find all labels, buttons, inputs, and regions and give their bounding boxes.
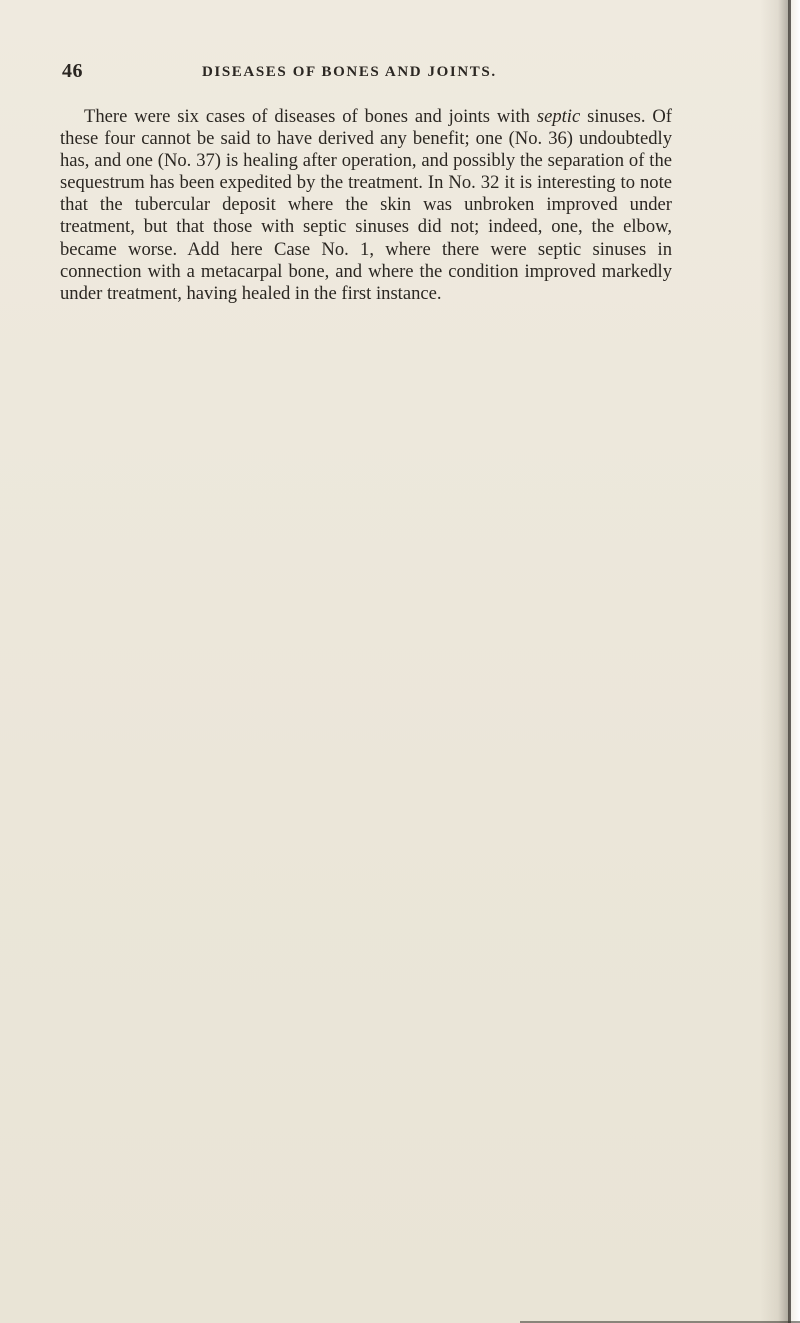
paragraph-text-start: There were six cases of diseases of bones and joints with (84, 106, 537, 127)
body-paragraph (60, 106, 672, 305)
page-number: 46 (62, 60, 83, 82)
page-header (62, 60, 702, 88)
page-edge-shadow (760, 0, 800, 1323)
running-title: DISEASES OF BONES AND JOINTS. (202, 64, 497, 80)
emphasized-word: septic (536, 106, 581, 127)
paragraph-text-rest: sinuses. Of these four cannot be said to have derived any benefit; one (No. 36) undoubtedly has, and one (No. 37) is healing after operation, and possibly the separation of the sequestrum has been expedited by the treatment. In No. 32 it is interesting to note that the tubercular deposit where the skin was unbroken improved under treatment, but that those with septic sinuses did not; indeed, one, the elbow, became worse. Add here Case No. 1, where there were septic sinuses in connection with a metacarpal bone, and where the condition improved markedly under treatment, having healed in the first instance. (60, 106, 672, 304)
page-edge-line (788, 0, 791, 1323)
